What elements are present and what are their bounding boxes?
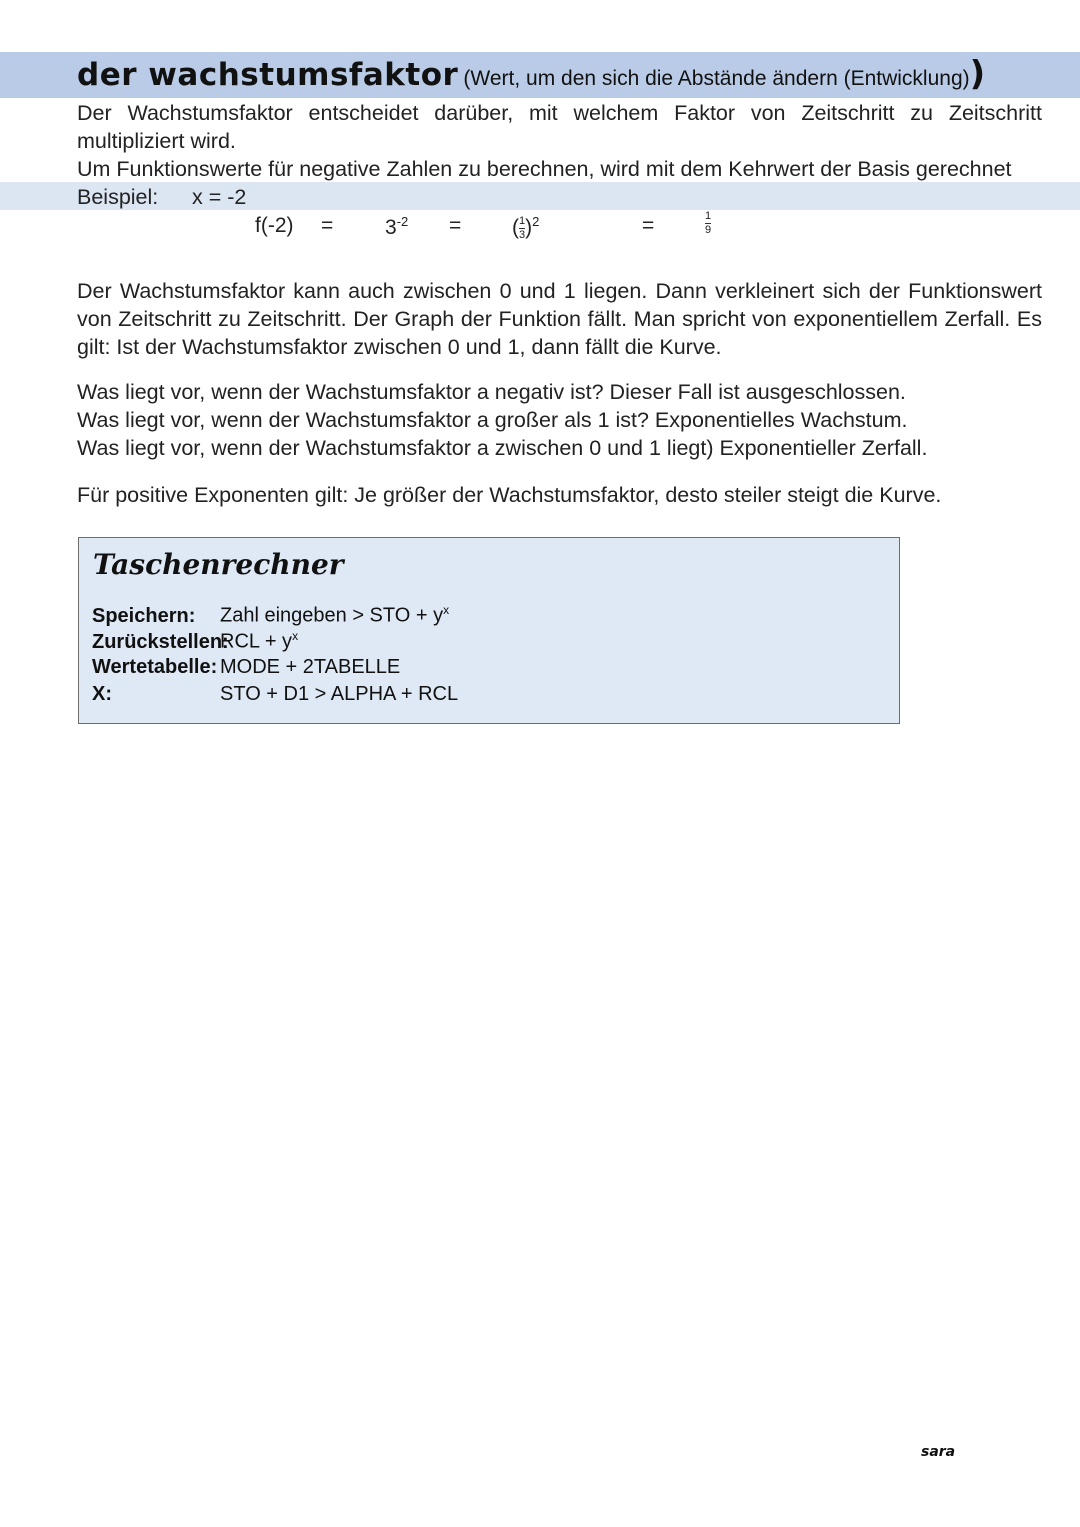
author-signature: sara — [921, 1444, 956, 1460]
paragraph-negative-values: Um Funktionswerte für negative Zahlen zu berechnen, wird mit dem Kehrwert der Basis gerechnet — [77, 157, 1012, 181]
row-key: Speichern: — [92, 604, 196, 627]
calculator-row-wertetabelle — [92, 656, 400, 679]
power-base: 3 — [385, 216, 397, 239]
reciprocal-exponent: 2 — [532, 214, 540, 229]
row-value: MODE + 2TABELLE — [220, 656, 401, 678]
row-superscript: x — [443, 603, 450, 617]
row-superscript: x — [292, 629, 299, 643]
result-denominator: 9 — [705, 224, 712, 236]
result-numerator: 1 — [705, 210, 712, 222]
calculator-title: Taschenrechner — [93, 548, 344, 581]
heading-subtitle: (Wert, um den sich die Abstände ändern (Entwicklung) — [463, 67, 970, 90]
example-lhs: f(-2) — [255, 214, 294, 237]
power-expression — [385, 214, 408, 240]
paren-open: ( — [512, 216, 519, 239]
paragraph-wachstumsfaktor: Der Wachstumsfaktor entscheidet darüber, mit welchem Faktor von Zeitschritt zu Zeitschritt multipliziert wird. — [77, 101, 1042, 153]
power-exponent: -2 — [396, 214, 409, 229]
row-value: Zahl eingeben > STO + y — [220, 604, 444, 627]
result-fraction — [705, 211, 711, 236]
fraction-denominator: 3 — [519, 228, 526, 241]
equals-sign-1: = — [321, 214, 334, 237]
row-value: STO + D1 > ALPHA + RCL — [220, 683, 459, 705]
example-label: Beispiel: — [77, 185, 159, 209]
row-value: RCL + y — [220, 630, 293, 653]
example-x-value: x = -2 — [192, 185, 247, 209]
calculator-row-x — [92, 683, 458, 706]
row-key: X: — [92, 683, 112, 705]
row-key: Wertetabelle: — [92, 656, 218, 678]
row-key: Zurückstellen: — [92, 630, 229, 653]
calculator-box — [78, 537, 900, 724]
paren-close: ) — [525, 216, 533, 239]
equals-sign-3: = — [642, 214, 655, 237]
paragraph-positive-exponents: Für positive Exponenten gilt: Je größer der Wachstumsfaktor, desto steiler steigt die Kurve. — [77, 483, 942, 507]
result-fraction-stack — [705, 211, 711, 236]
equals-sign-2: = — [449, 214, 462, 237]
heading-main: der wachstumsfaktor — [77, 57, 459, 93]
question-greater-one: Was liegt vor, wenn der Wachstumsfaktor a großer als 1 ist? Exponentielles Wachstum. — [77, 408, 908, 432]
heading-closing-paren: ) — [969, 54, 986, 94]
section-heading — [77, 54, 985, 94]
calculator-row-zurueckstellen — [92, 629, 298, 654]
question-between: Was liegt vor, wenn der Wachstumsfaktor a zwischen 0 und 1 liegt) Exponentieller Zerfall. — [77, 436, 928, 460]
question-negative: Was liegt vor, wenn der Wachstumsfaktor a negativ ist? Dieser Fall ist ausgeschlossen. — [77, 380, 906, 404]
fraction-numerator: 1 — [519, 214, 526, 227]
calculator-row-speichern — [92, 603, 449, 628]
example-highlight-band — [0, 182, 1080, 210]
reciprocal-expression — [512, 214, 539, 241]
paragraph-zerfall: Der Wachstumsfaktor kann auch zwischen 0 und 1 liegen. Dann verkleinert sich der Funktionswert von Zeitschritt zu Zeitschritt. Der Graph der Funktion fällt. Man spricht von exponentiellem Zerfall. Es gilt: Ist der Wachstumsfaktor zwischen 0 und 1, dann fällt die Kurve. — [77, 279, 1042, 359]
